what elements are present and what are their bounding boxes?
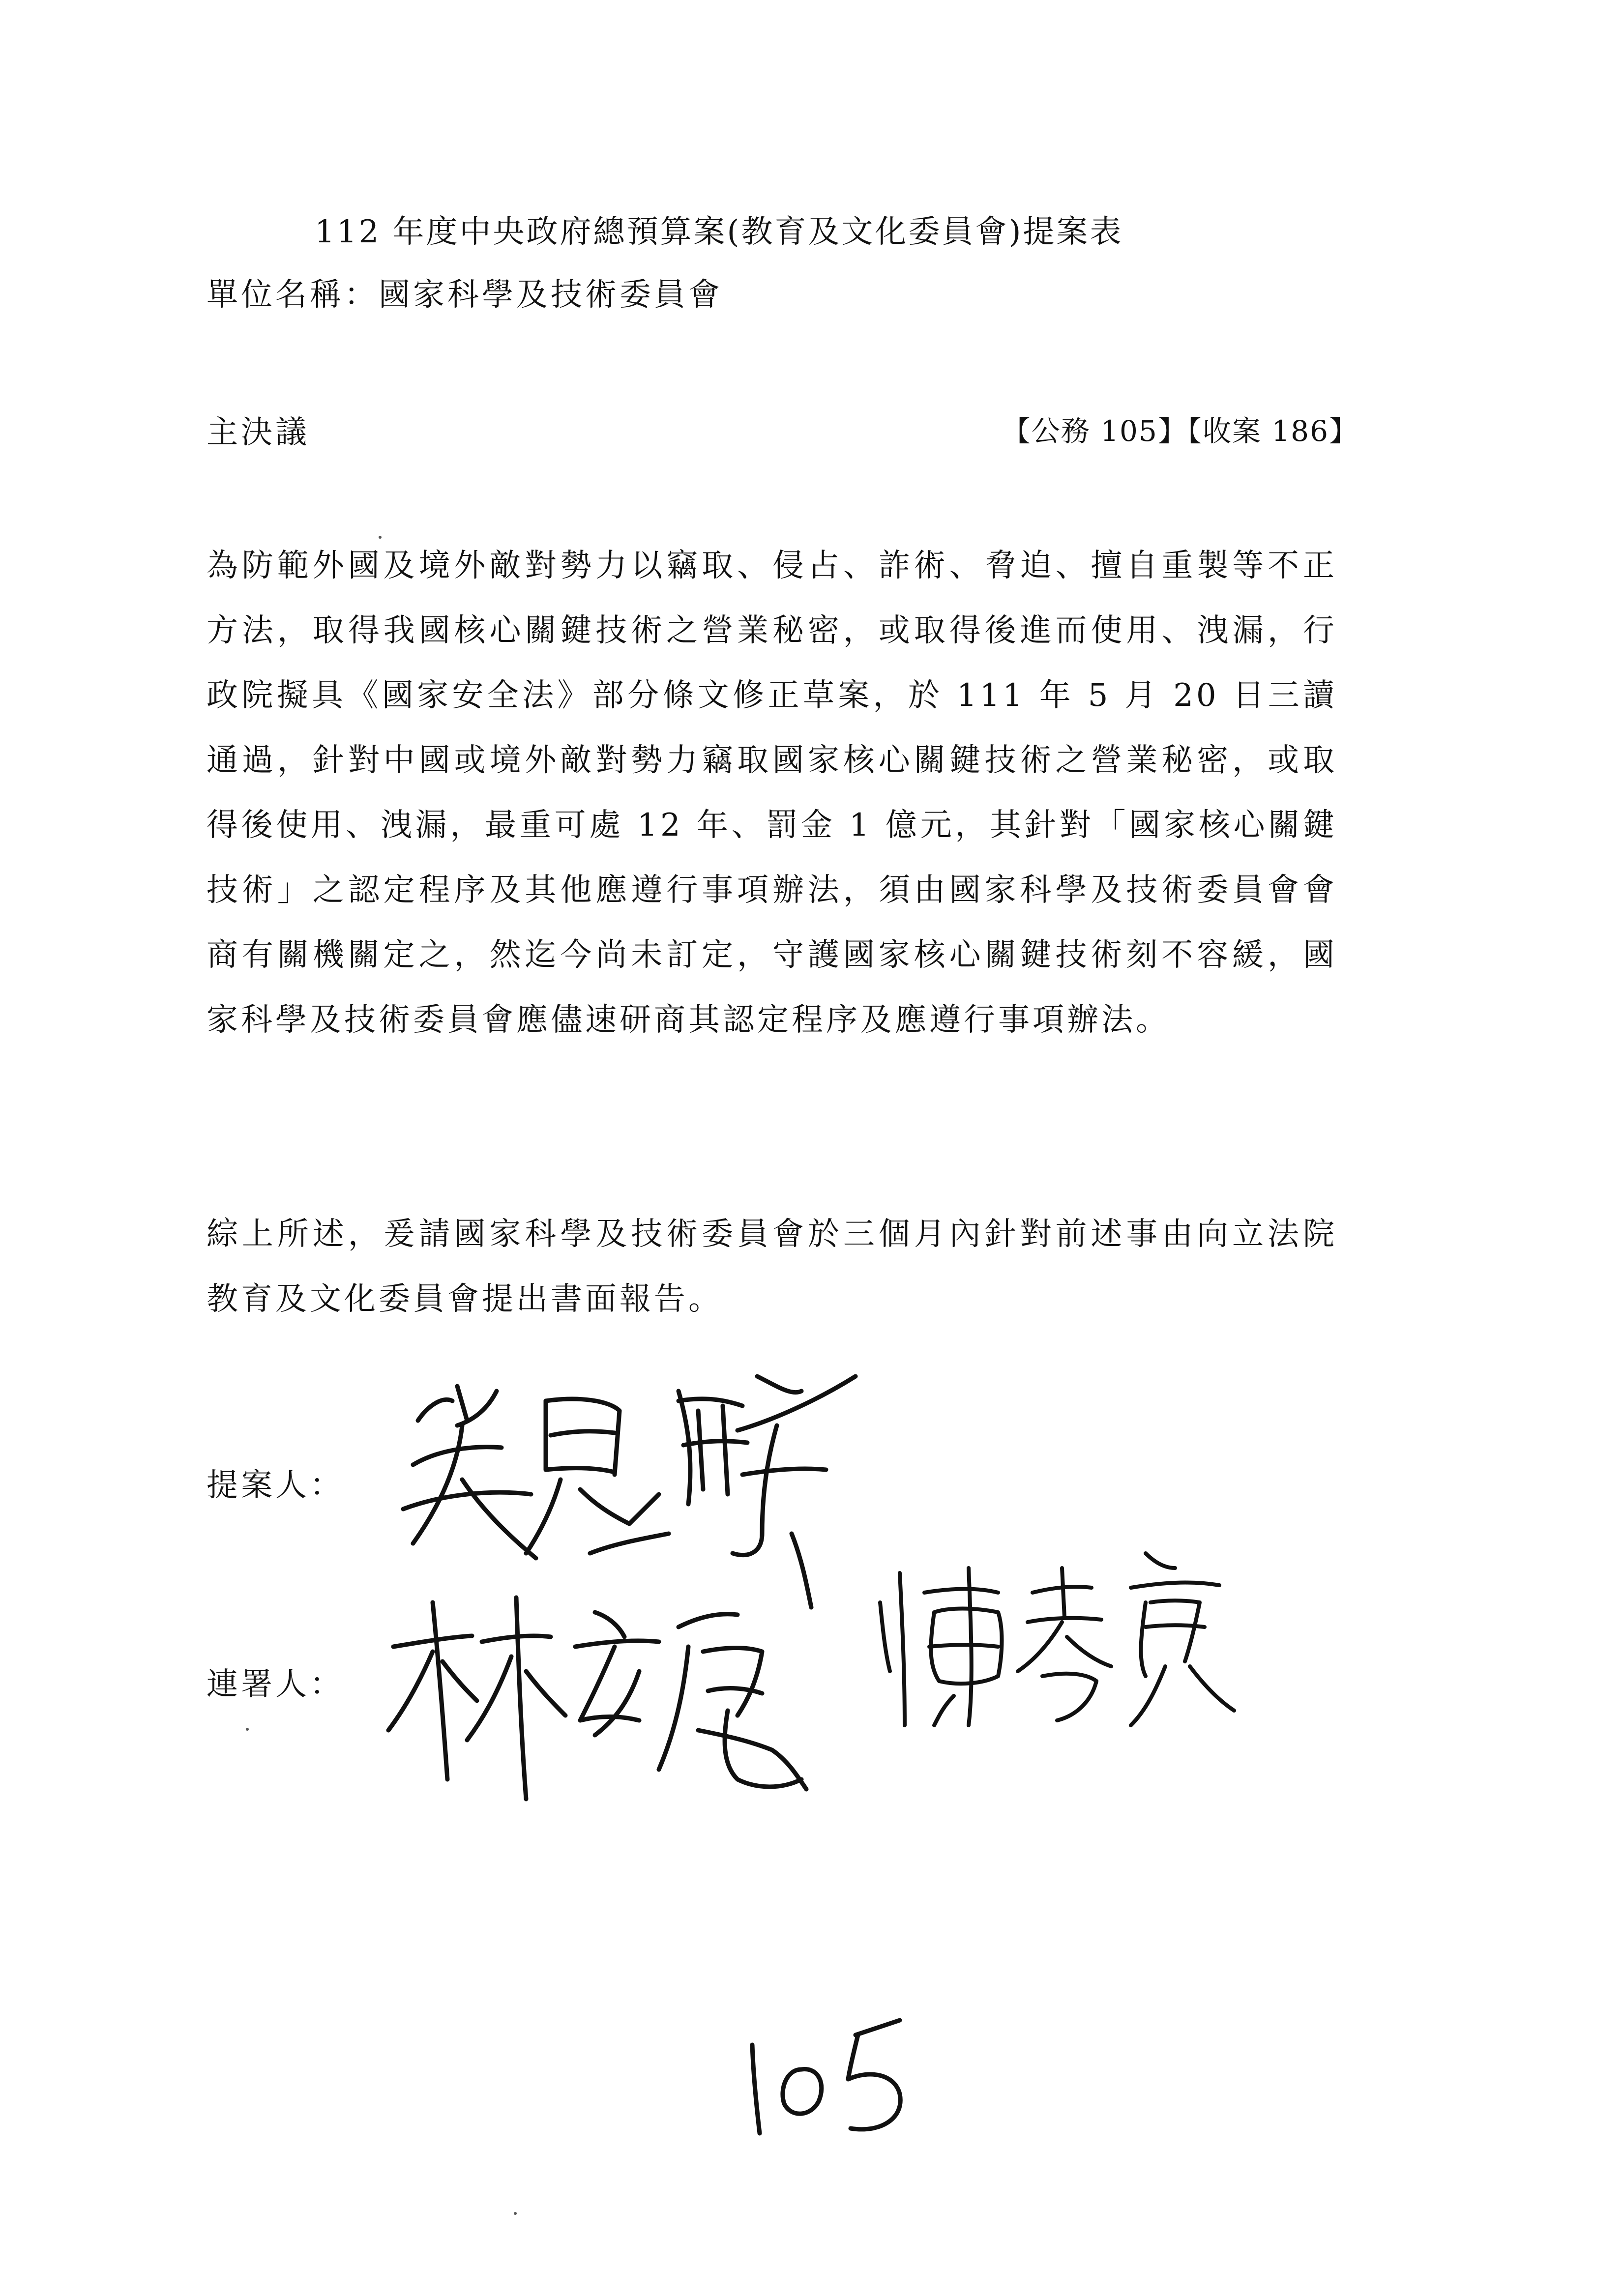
- handwritten-number: [738, 2005, 944, 2143]
- document-title: 112 年度中央政府總預算案(教育及文化委員會)提案表: [315, 214, 1123, 250]
- proposer-label: 提案人：: [207, 1467, 344, 1504]
- scan-speck: [379, 536, 382, 539]
- case-tags: 【公務 105】【收案 186】: [1002, 414, 1358, 448]
- cosigner-signature-2: [870, 1539, 1244, 1745]
- unit-name: 單位名稱：國家科學及技術委員會: [207, 277, 723, 313]
- body-paragraph-1: 為防範外國及境外敵對勢力以竊取、侵占、詐術、脅迫、擅自重製等不正方法，取得我國核心關鍵技術之營業秘密，或取得後進而使用、洩漏，行政院擬具《國家安全法》部分條文修正草案，於 111 年 5 月 20 日三讀通過，針對中國或境外敵對勢力竊取國家核心關鍵技術之營業秘密，或取得後使用、洩漏，最重可處 12 年、罰金 1 億元，其針對「國家核心關鍵技術」之認定程序及其他應遵行事項辦法，須由國家科學及技術委員會會商有關機關定之，然迄今尚未訂定，守護國家核心關鍵技術刻不容緩，國家科學及技術委員會應儘速研商其認定程序及應遵行事項辦法。: [207, 548, 1337, 1038]
- scan-speck: [514, 2212, 517, 2215]
- cosigner-signature-1: [384, 1573, 826, 1809]
- cosigner-label: 連署人：: [207, 1666, 344, 1703]
- section-label: 主決議: [207, 414, 310, 451]
- scan-speck: [246, 1728, 249, 1731]
- body-paragraph-2: 綜上所述，爰請國家科學及技術委員會於三個月內針對前述事由向立法院教育及文化委員會提出書面報告。: [207, 1216, 1337, 1317]
